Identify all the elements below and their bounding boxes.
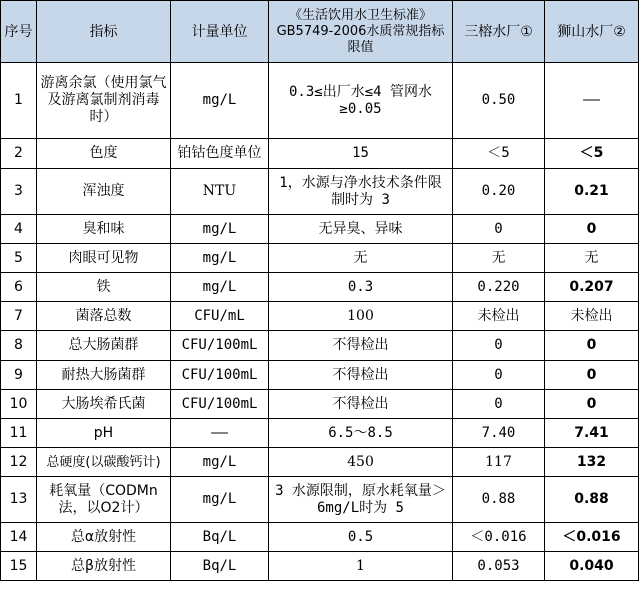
cell-plant1: 0.20: [453, 169, 545, 215]
cell-plant1: 未检出: [453, 302, 545, 331]
cell-indicator: 总大肠菌群: [37, 331, 171, 361]
cell-plant2: 0: [545, 390, 639, 419]
cell-plant2: ＜5: [545, 139, 639, 169]
cell-plant2: ——: [545, 63, 639, 139]
cell-indicator: 总α放射性: [37, 523, 171, 552]
cell-plant1: 0: [453, 390, 545, 419]
cell-plant2: 0.207: [545, 273, 639, 302]
cell-indicator: 总硬度(以碳酸钙计): [37, 448, 171, 477]
cell-unit: mg/L: [171, 448, 269, 477]
table-row: [1, 63, 639, 139]
cell-standard: 3 水源限制，原水耗氧量＞6mg/L时为 5: [269, 477, 453, 523]
table-row: [1, 523, 639, 552]
cell-standard: 不得检出: [269, 361, 453, 390]
cell-standard: 0.3≤出厂水≤4 管网水≥0.05: [269, 63, 453, 139]
cell-indicator: 菌落总数: [37, 302, 171, 331]
cell-standard: 无: [269, 244, 453, 273]
cell-plant1: 0.220: [453, 273, 545, 302]
cell-unit: mg/L: [171, 244, 269, 273]
header-plant1: 三榕水厂①: [453, 1, 545, 63]
cell-seq: 11: [1, 419, 37, 448]
cell-unit: mg/L: [171, 63, 269, 139]
cell-unit: Bq/L: [171, 523, 269, 552]
table-row: [1, 448, 639, 477]
cell-plant2: 未检出: [545, 302, 639, 331]
cell-standard: 6.5～8.5: [269, 419, 453, 448]
cell-seq: 1: [1, 63, 37, 139]
cell-indicator: 大肠埃希氏菌: [37, 390, 171, 419]
cell-indicator: 游离余氯（使用氯气及游离氯制剂消毒时）: [37, 63, 171, 139]
cell-standard: 不得检出: [269, 331, 453, 361]
cell-indicator: 浑浊度: [37, 169, 171, 215]
cell-seq: 5: [1, 244, 37, 273]
cell-plant1: 0: [453, 331, 545, 361]
cell-plant2: ＜0.016: [545, 523, 639, 552]
cell-seq: 14: [1, 523, 37, 552]
cell-standard: 0.5: [269, 523, 453, 552]
cell-unit: mg/L: [171, 215, 269, 244]
header-plant2: 狮山水厂②: [545, 1, 639, 63]
cell-plant2: 0.040: [545, 552, 639, 581]
cell-seq: 9: [1, 361, 37, 390]
header-unit: 计量单位: [171, 1, 269, 63]
cell-unit: mg/L: [171, 273, 269, 302]
cell-plant2: 0: [545, 361, 639, 390]
cell-plant1: 117: [453, 448, 545, 477]
cell-plant1: ＜0.016: [453, 523, 545, 552]
cell-indicator: 耗氧量（CODMn法，以O2计）: [37, 477, 171, 523]
cell-standard: 不得检出: [269, 390, 453, 419]
cell-plant2: 0.88: [545, 477, 639, 523]
table-row: [1, 169, 639, 215]
cell-unit: mg/L: [171, 477, 269, 523]
cell-standard: 1，水源与净水技术条件限制时为 3: [269, 169, 453, 215]
cell-indicator: 总β放射性: [37, 552, 171, 581]
cell-plant1: 0: [453, 361, 545, 390]
cell-seq: 13: [1, 477, 37, 523]
table-row: [1, 139, 639, 169]
table-row: [1, 215, 639, 244]
cell-standard: 100: [269, 302, 453, 331]
table-row: [1, 331, 639, 361]
cell-plant1: 0.053: [453, 552, 545, 581]
cell-standard: 450: [269, 448, 453, 477]
cell-unit: NTU: [171, 169, 269, 215]
cell-unit: 铂钴色度单位: [171, 139, 269, 169]
cell-seq: 12: [1, 448, 37, 477]
cell-plant1: ＜5: [453, 139, 545, 169]
cell-indicator: 臭和味: [37, 215, 171, 244]
cell-indicator: 肉眼可见物: [37, 244, 171, 273]
cell-seq: 6: [1, 273, 37, 302]
cell-seq: 15: [1, 552, 37, 581]
cell-seq: 8: [1, 331, 37, 361]
cell-standard: 15: [269, 139, 453, 169]
cell-plant1: 0: [453, 215, 545, 244]
cell-indicator: pH: [37, 419, 171, 448]
header-standard: 《生活饮用水卫生标准》GB5749-2006水质常规指标限值: [269, 1, 453, 63]
cell-indicator: 耐热大肠菌群: [37, 361, 171, 390]
cell-unit: CFU/100mL: [171, 331, 269, 361]
table-row: [1, 273, 639, 302]
cell-seq: 7: [1, 302, 37, 331]
cell-unit: CFU/100mL: [171, 390, 269, 419]
header-row: [1, 1, 639, 63]
table-row: [1, 552, 639, 581]
cell-plant2: 0: [545, 215, 639, 244]
cell-indicator: 铁: [37, 273, 171, 302]
cell-standard: 1: [269, 552, 453, 581]
header-seq: 序号: [1, 1, 37, 63]
header-indicator: 指标: [37, 1, 171, 63]
cell-seq: 2: [1, 139, 37, 169]
table-row: [1, 390, 639, 419]
table-row: [1, 477, 639, 523]
table-row: [1, 302, 639, 331]
cell-standard: 0.3: [269, 273, 453, 302]
cell-plant2: 无: [545, 244, 639, 273]
cell-plant1: 0.88: [453, 477, 545, 523]
cell-unit: CFU/mL: [171, 302, 269, 331]
cell-unit: ——: [171, 419, 269, 448]
cell-standard: 无异臭、异味: [269, 215, 453, 244]
cell-unit: Bq/L: [171, 552, 269, 581]
cell-plant1: 0.50: [453, 63, 545, 139]
table-row: [1, 361, 639, 390]
cell-plant1: 无: [453, 244, 545, 273]
cell-seq: 3: [1, 169, 37, 215]
cell-seq: 4: [1, 215, 37, 244]
table-row: [1, 244, 639, 273]
table-row: [1, 419, 639, 448]
cell-plant2: 132: [545, 448, 639, 477]
cell-seq: 10: [1, 390, 37, 419]
cell-plant2: 0: [545, 331, 639, 361]
cell-plant2: 7.41: [545, 419, 639, 448]
cell-indicator: 色度: [37, 139, 171, 169]
cell-plant1: 7.40: [453, 419, 545, 448]
cell-unit: CFU/100mL: [171, 361, 269, 390]
cell-plant2: 0.21: [545, 169, 639, 215]
